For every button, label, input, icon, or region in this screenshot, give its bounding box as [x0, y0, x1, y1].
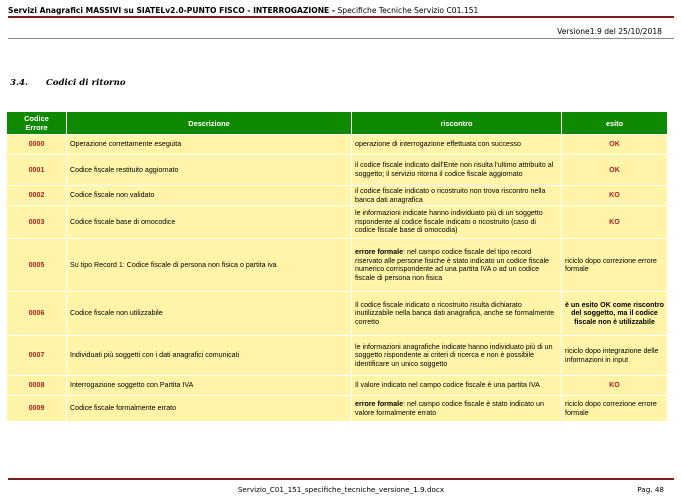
error-code-cell: 0006	[7, 292, 67, 336]
riscontro-text: Il codice fiscale indicato o ricostruito risulta dichiarato inutilizzabile nella banca dati anagrafica, anche se formalmente corretto	[355, 300, 555, 326]
table-row	[7, 396, 668, 422]
error-code-cell: 0001	[7, 155, 67, 186]
header-title: Servizi Anagrafici MASSIVI su SIATELv2.0-PUNTO FISCO - INTERROGAZIONE -	[8, 6, 336, 15]
header-rule-thin	[8, 38, 674, 39]
header-rule	[8, 16, 674, 18]
esito-cell: OK	[562, 155, 668, 186]
riscontro-text: : nel campo codice fiscale del tipo record riservato alle persone fisiche è stato indicato un codice fiscale numerico corrispondente ad una partita IVA o ad un codice fiscale di persona non fisica	[355, 248, 550, 282]
table-row	[7, 239, 668, 292]
footer-rule	[8, 478, 674, 480]
description-cell: Interrogazione soggetto con Partita IVA	[67, 376, 352, 396]
esito-cell: è un esito OK come riscontro del soggetto, ma il codice fiscale non è utilizzabile	[562, 292, 668, 336]
riscontro-cell	[352, 239, 562, 292]
table-row	[7, 336, 668, 376]
riscontro-bold-prefix: errore formale	[355, 400, 404, 409]
esito-cell: KO	[562, 376, 668, 396]
riscontro-cell	[352, 206, 562, 239]
riscontro-text: le informazioni indicate hanno individuato più di un soggetto rispondente al codice fiscale indicato o ricostruito (caso di codice fiscale base di omocodia)	[355, 209, 543, 235]
version-label: Versione1.9 del 25/10/2018	[557, 27, 662, 36]
error-code-cell: 0005	[7, 239, 67, 292]
table-row	[7, 155, 668, 186]
column-header-esito: esito	[562, 112, 668, 135]
column-header-descrizione: Descrizione	[67, 112, 352, 135]
column-header-riscontro: riscontro	[352, 112, 562, 135]
description-cell: Codice fiscale base di omocodice	[67, 206, 352, 239]
riscontro-cell	[352, 292, 562, 336]
esito-cell: riciclo dopo integrazione delle informazioni in input	[562, 336, 668, 376]
riscontro-bold-prefix: errore formale	[355, 248, 404, 256]
description-cell: Codice fiscale restituito aggiornato	[67, 155, 352, 186]
description-cell: Operazione correttamente eseguita	[67, 135, 352, 155]
return-codes-table	[6, 111, 668, 422]
riscontro-cell	[352, 396, 562, 422]
table-row	[7, 135, 668, 155]
riscontro-text: Il valore indicato nel campo codice fiscale è una partita IVA	[355, 381, 540, 390]
error-code-cell: 0003	[7, 206, 67, 239]
riscontro-cell	[352, 186, 562, 206]
table-row	[7, 292, 668, 336]
riscontro-cell	[352, 376, 562, 396]
table-header-row	[7, 112, 668, 135]
column-header-codice: Codice Errore	[7, 112, 67, 135]
page-number: Pag. 48	[637, 485, 664, 494]
document-header	[8, 6, 674, 15]
error-code-cell: 0007	[7, 336, 67, 376]
table-body	[7, 135, 668, 422]
error-code-cell: 0000	[7, 135, 67, 155]
esito-cell: KO	[562, 186, 668, 206]
esito-cell: riciclo dopo correzione errore formale	[562, 239, 668, 292]
esito-cell: riciclo dopo correzione errore formale	[562, 396, 668, 422]
description-cell: Codice fiscale non validato	[67, 186, 352, 206]
section-heading	[10, 78, 126, 88]
riscontro-cell	[352, 135, 562, 155]
riscontro-text: le informazioni anagrafiche indicate hanno individuato più di un soggetto rispondente ai criteri di ricerca e non è possibile identificare un unico soggetto	[355, 342, 553, 368]
table-row	[7, 186, 668, 206]
riscontro-text: il codice fiscale indicato dall'Ente non risulta l'ultimo attribuito al soggetto; il servizio ritorna il codice fiscale aggiornato	[355, 161, 554, 178]
riscontro-text: operazione di interrogazione effettuata con successo	[355, 140, 521, 149]
error-code-cell: 0008	[7, 376, 67, 396]
footer-filename: Servizio_C01_151_specifiche_tecniche_versione_1.9.docx	[237, 485, 445, 494]
header-subtitle: Specifiche Tecniche Servizio C01.151	[335, 6, 479, 15]
table-row	[7, 206, 668, 239]
esito-cell: KO	[562, 206, 668, 239]
table-row	[7, 376, 668, 396]
description-cell: Codice fiscale formalmente errato	[67, 396, 352, 422]
description-cell: Codice fiscale non utilizzabile	[67, 292, 352, 336]
esito-cell: OK	[562, 135, 668, 155]
description-cell: Su tipo Record 1: Codice fiscale di persona non fisica o partita iva	[67, 239, 352, 292]
riscontro-text: il codice fiscale indicato o ricostruito non trova riscontro nella banca dati anagrafica	[355, 187, 546, 204]
description-cell: Individuati più soggetti con i dati anagrafici comunicati	[67, 336, 352, 376]
section-number: 3.4.	[10, 78, 28, 88]
error-code-cell: 0002	[7, 186, 67, 206]
riscontro-cell	[352, 155, 562, 186]
riscontro-text: : nel campo codice fiscale è stato indicato un valore formalmente errato	[355, 400, 544, 417]
section-title: Codici di ritorno	[45, 78, 126, 88]
error-code-cell: 0009	[7, 396, 67, 422]
riscontro-cell	[352, 336, 562, 376]
